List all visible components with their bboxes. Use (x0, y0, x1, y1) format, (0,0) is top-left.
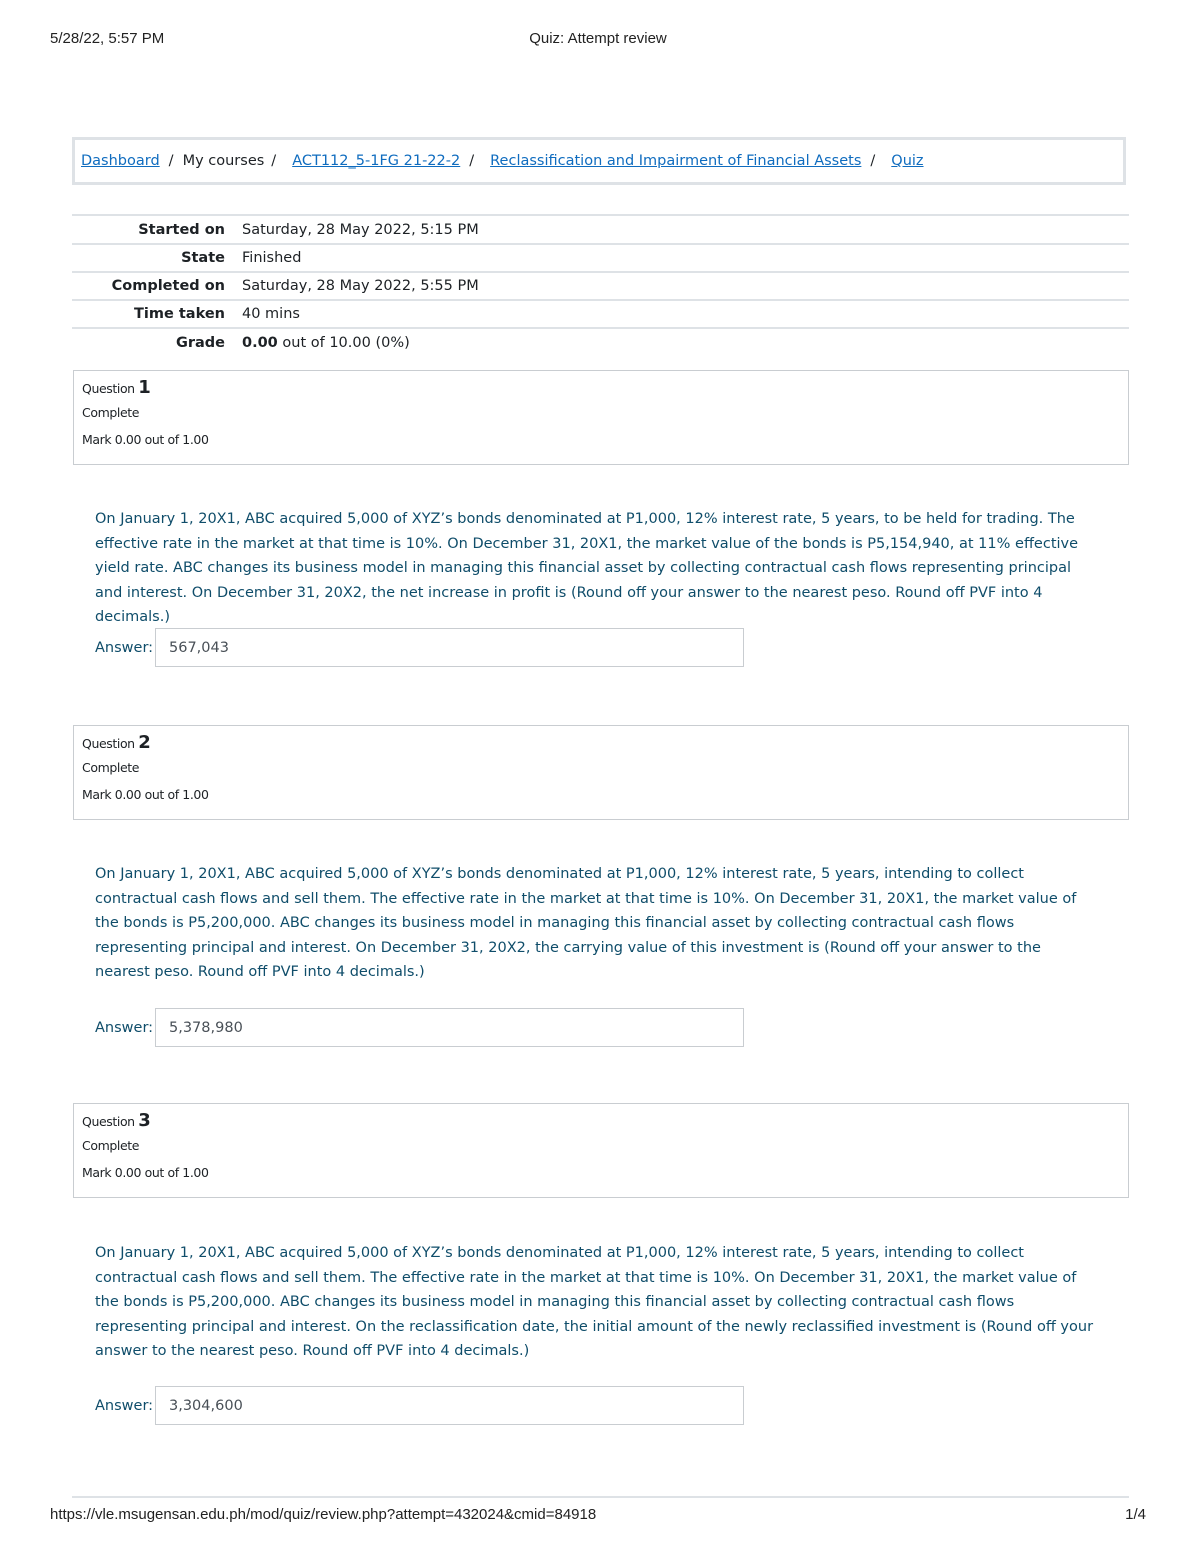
summary-value: Saturday, 28 May 2022, 5:15 PM (242, 221, 479, 238)
question-number (82, 732, 1128, 754)
question-number-value: 3 (138, 1110, 151, 1131)
breadcrumb-separator: / (469, 153, 475, 169)
breadcrumb (75, 140, 1123, 182)
page-number: 1/4 (1125, 1506, 1146, 1523)
summary-value (242, 335, 1129, 351)
question-label: Question (82, 381, 135, 396)
summary-label: Completed on (111, 278, 225, 294)
answer-field-1[interactable]: 567,043 (155, 628, 744, 667)
breadcrumb-separator: / (168, 153, 174, 169)
question-info-1 (73, 370, 1129, 465)
summary-value: 40 mins (242, 306, 300, 322)
answer-label: Answer: (95, 639, 154, 656)
print-header (50, 30, 1146, 50)
breadcrumb-dashboard-link[interactable]: Dashboard (81, 153, 160, 169)
question-info-2 (73, 725, 1129, 820)
summary-value: Saturday, 28 May 2022, 5:55 PM (242, 278, 479, 294)
attempt-summary-table (72, 214, 1129, 357)
question-text-2: On January 1, 20X1, ABC acquired 5,000 of XYZ’s bonds denominated at P1,000, 12% interest rate, 5 years, intending to collect contractual cash flows and sell them. The effective rate in the market at that time is 10%. On December 31, 20X1, the market value of the bonds is P5,200,000. ABC changes its business model in managing this financial asset by collecting contractual cash flows representing principal and interest. On December 31, 20X2, the carrying value of this investment is (Round off your answer to the nearest peso. Round off PVF into 4 decimals.) (95, 866, 1077, 980)
breadcrumb-container (72, 137, 1126, 185)
question-number-value: 1 (138, 377, 151, 398)
question-text-3: On January 1, 20X1, ABC acquired 5,000 of XYZ’s bonds denominated at P1,000, 12% interest rate, 5 years, intending to collect contractual cash flows and sell them. The effective rate in the market at that time is 10%. On December 31, 20X1, the market value of the bonds is P5,200,000. ABC changes its business model in managing this financial asset by collecting contractual cash flows representing principal and interest. On the reclassification date, the initial amount of the newly reclassified investment is (Round off your answer to the nearest peso. Round off PVF into 4 decimals.) (95, 1245, 1094, 1359)
question-number (82, 377, 1128, 399)
print-footer (50, 1506, 1146, 1526)
breadcrumb-quiz-link[interactable]: Quiz (891, 153, 924, 169)
summary-row-time-taken (72, 299, 1129, 327)
summary-row-grade (72, 327, 1129, 357)
summary-label: Started on (138, 221, 225, 238)
question-number (82, 1110, 1128, 1132)
summary-label: Grade (175, 335, 225, 351)
answer-row-2 (95, 1008, 744, 1047)
summary-label: State (181, 250, 225, 266)
summary-value: Finished (242, 250, 302, 266)
question-mark: Mark 0.00 out of 1.00 (82, 432, 209, 447)
breadcrumb-my-courses: My courses (182, 153, 265, 169)
question-mark: Mark 0.00 out of 1.00 (82, 787, 209, 802)
question-label: Question (82, 736, 135, 751)
question-label: Question (82, 1114, 135, 1129)
grade-score: 0.00 (242, 335, 278, 351)
summary-row-started-on (72, 214, 1129, 243)
question-info-3 (73, 1103, 1129, 1198)
question-status: Complete (82, 760, 140, 775)
answer-field-3[interactable]: 3,304,600 (155, 1386, 744, 1425)
grade-out-of: out of 10.00 (0%) (282, 335, 410, 351)
summary-label: Time taken (134, 306, 225, 322)
question-text-1: On January 1, 20X1, ABC acquired 5,000 of XYZ’s bonds denominated at P1,000, 12% interest rate, 5 years, to be held for trading. The effective rate in the market at that time is 10%. On December 31, 20X1, the market value of the bonds is P5,154,940, at 11% effective yield rate. ABC changes its business model in managing this financial asset by collecting contractual cash flows representing principal and interest. On December 31, 20X2, the net increase in profit is (Round off your answer to the nearest peso. Round off PVF into 4 decimals.) (95, 511, 1079, 625)
question-status: Complete (82, 1138, 140, 1153)
answer-row-3 (95, 1386, 744, 1425)
answer-label: Answer: (95, 1019, 154, 1036)
summary-row-completed-on (72, 271, 1129, 299)
question-mark: Mark 0.00 out of 1.00 (82, 1165, 209, 1180)
question-number-value: 2 (138, 732, 151, 753)
breadcrumb-separator: / (870, 153, 876, 169)
question-status: Complete (82, 405, 140, 420)
footer-divider (72, 1496, 1129, 1498)
breadcrumb-course-link[interactable]: ACT112_5-1FG 21-22-2 (292, 153, 461, 169)
answer-row-1 (95, 628, 744, 667)
answer-field-2[interactable]: 5,378,980 (155, 1008, 744, 1047)
answer-label: Answer: (95, 1397, 154, 1414)
breadcrumb-separator: / (271, 153, 277, 169)
breadcrumb-section-link[interactable]: Reclassification and Impairment of Financial Assets (490, 153, 862, 169)
summary-row-state (72, 243, 1129, 271)
print-date: 5/28/22, 5:57 PM (50, 30, 165, 47)
print-url: https://vle.msugensan.edu.ph/mod/quiz/review.php?attempt=432024&cmid=84918 (50, 1506, 597, 1523)
print-title: Quiz: Attempt review (529, 30, 667, 47)
